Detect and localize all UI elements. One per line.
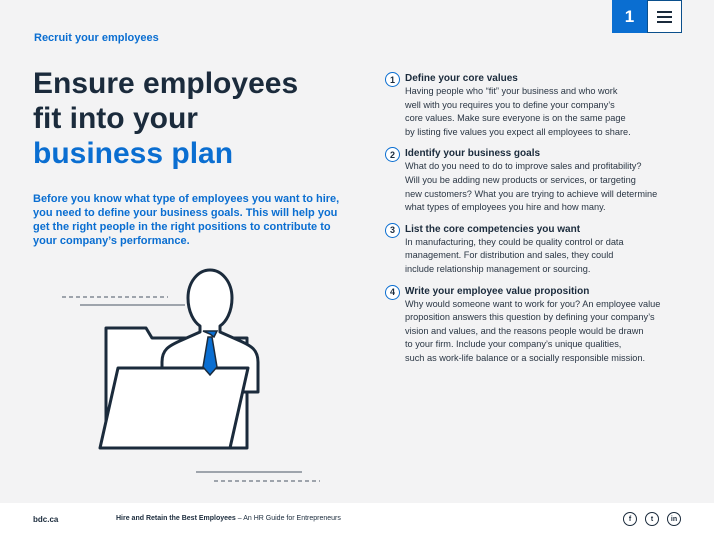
step-body: What do you need to do to improve sales and profitability? Will you be adding new products or services, or targeting new customers? What you are trying to achieve will determine what types of employees you hire and how many. (405, 161, 658, 213)
page-title (33, 66, 298, 171)
step-number-icon: 1 (385, 72, 400, 87)
page-number: 1 (612, 0, 647, 33)
linkedin-icon[interactable]: in (667, 512, 681, 526)
step-body: Why would someone want to work for you? An employee value proposition answers this question by defining your company’s vision and values, and the reasons people would be drawn to your firm. Include your company’s unique qualities, such as work-life balance or a socially responsible mission. (405, 298, 661, 363)
facebook-icon[interactable]: f (623, 512, 637, 526)
step-title: Define your core values (405, 73, 518, 84)
twitter-icon[interactable]: t (645, 512, 659, 526)
employee-folder-illustration (60, 258, 330, 490)
step-body: Having people who “fit” your business and who work well with you requires you to define your company’s core values. Make sure everyone is on the same page by listing five values you expect all employees to share. (405, 86, 631, 137)
intro-text: Before you know what type of employees you want to hire, you need to define your business goals. This will help you get the right people in the right positions to contribute to your company’s performance. (33, 193, 340, 247)
page-nav (612, 0, 682, 33)
step-item (385, 223, 685, 277)
step-item (385, 72, 685, 139)
hamburger-icon (657, 11, 672, 13)
site-link[interactable]: bdc.ca (33, 515, 59, 524)
step-number-icon: 4 (385, 285, 400, 300)
title-line-3: business plan (33, 137, 234, 170)
step-title: List the core competencies you want (405, 223, 581, 235)
step-title: Write your employee value proposition (405, 285, 590, 297)
guide-subtitle: – An HR Guide for Entrepreneurs (235, 515, 341, 522)
title-line-2: fit into your (33, 102, 198, 135)
title-line-1: Ensure employees (33, 67, 299, 100)
steps-list (385, 72, 685, 374)
step-number-icon: 3 (385, 223, 400, 238)
footer (0, 503, 714, 536)
section-label: Recruit your employees (34, 32, 159, 44)
menu-button[interactable] (647, 0, 682, 33)
step-number-icon: 2 (385, 147, 400, 162)
guide-title-bold: Hire and Retain the Best Employees (116, 515, 236, 522)
step-item (385, 147, 685, 214)
step-body: In manufacturing, they could be quality control or data management. For distribution and sales, they could include relationship management or sourcing. (405, 236, 624, 274)
guide-title (116, 515, 341, 522)
step-item (385, 285, 685, 366)
step-title: Identify your business goals (405, 148, 541, 160)
